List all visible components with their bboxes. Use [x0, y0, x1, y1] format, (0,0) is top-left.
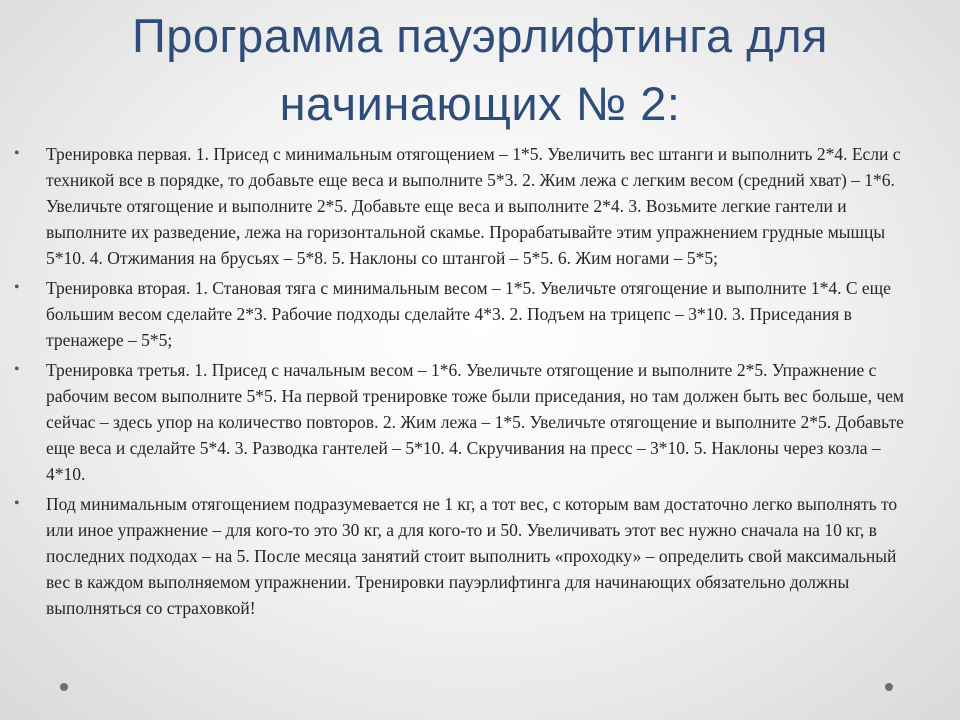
bullet-item-2	[14, 275, 914, 353]
slide-content	[14, 141, 914, 625]
bullet-icon: •	[14, 145, 20, 162]
bullet-icon: •	[14, 279, 20, 296]
slide-title-line-2: начинающих № 2:	[279, 77, 681, 130]
bullet-icon: •	[14, 495, 20, 512]
bullet-item-3	[14, 357, 914, 487]
bullet-text-4: Под минимальным отягощением подразумевается не 1 кг, а тот вес, с которым вам достаточно легко выполнять то или иное упражнение – для кого-то это 30 кг, а для кого-то и 50. Увеличивать этот вес нужно сначала на 10 кг, в последних подходах – на 5. После месяца занятий стоит выполнить «проходку» – определить свой максимальный вес в каждом выполняемом упражнении. Тренировки пауэрлифтинга для начинающих обязательно должны выполняться со страховкой!	[46, 494, 898, 618]
slide-title-line-1: Программа пауэрлифтинга для	[131, 9, 828, 62]
bullet-item-4	[14, 491, 914, 621]
bullet-icon: •	[14, 361, 20, 378]
slide-title	[40, 2, 920, 138]
left-decoration-dot-icon	[60, 683, 68, 691]
bullet-text-3: Тренировка третья. 1. Присед с начальным весом – 1*6. Увеличьте отягощение и выполните 2*5. Упражнение с рабочим весом выполните 5*5. На первой тренировке тоже были приседания, но там должен быть вес больше, чем сейчас – здесь упор на количество повторов. 2. Жим лежа – 1*5. Увеличьте отягощение и выполните 2*5. Добавьте еще веса и сделайте 5*4. 3. Разводка гантелей – 5*10. 4. Скручивания на пресс – 3*10. 5. Наклоны через козла – 4*10.	[46, 360, 904, 484]
bullet-text-1: Тренировка первая. 1. Присед с минимальным отягощением – 1*5. Увеличить вес штанги и выполнить 2*4. Если с техникой все в порядке, то добавьте еще веса и выполните 5*3. 2. Жим лежа с легким весом (средний хват) – 1*6. Увеличьте отягощение и выполните 2*5. Добавьте еще веса и выполните 2*4. 3. Возьмите легкие гантели и выполните их разведение, лежа на горизонтальной скамье. Прорабатывайте этим упражнением грудные мышцы 5*10. 4. Отжимания на брусьях – 5*8. 5. Наклоны со штангой – 5*5. 6. Жим ногами – 5*5;	[46, 144, 901, 268]
bullet-text-2: Тренировка вторая. 1. Становая тяга с минимальным весом – 1*5. Увеличьте отягощение и выполните 1*4. С еще большим весом сделайте 2*3. Рабочие подходы сделайте 4*3. 2. Подъем на трицепс – 3*10. 3. Приседания в тренажере – 5*5;	[46, 278, 891, 350]
right-decoration-dot-icon	[885, 683, 893, 691]
bullet-item-1	[14, 141, 914, 271]
